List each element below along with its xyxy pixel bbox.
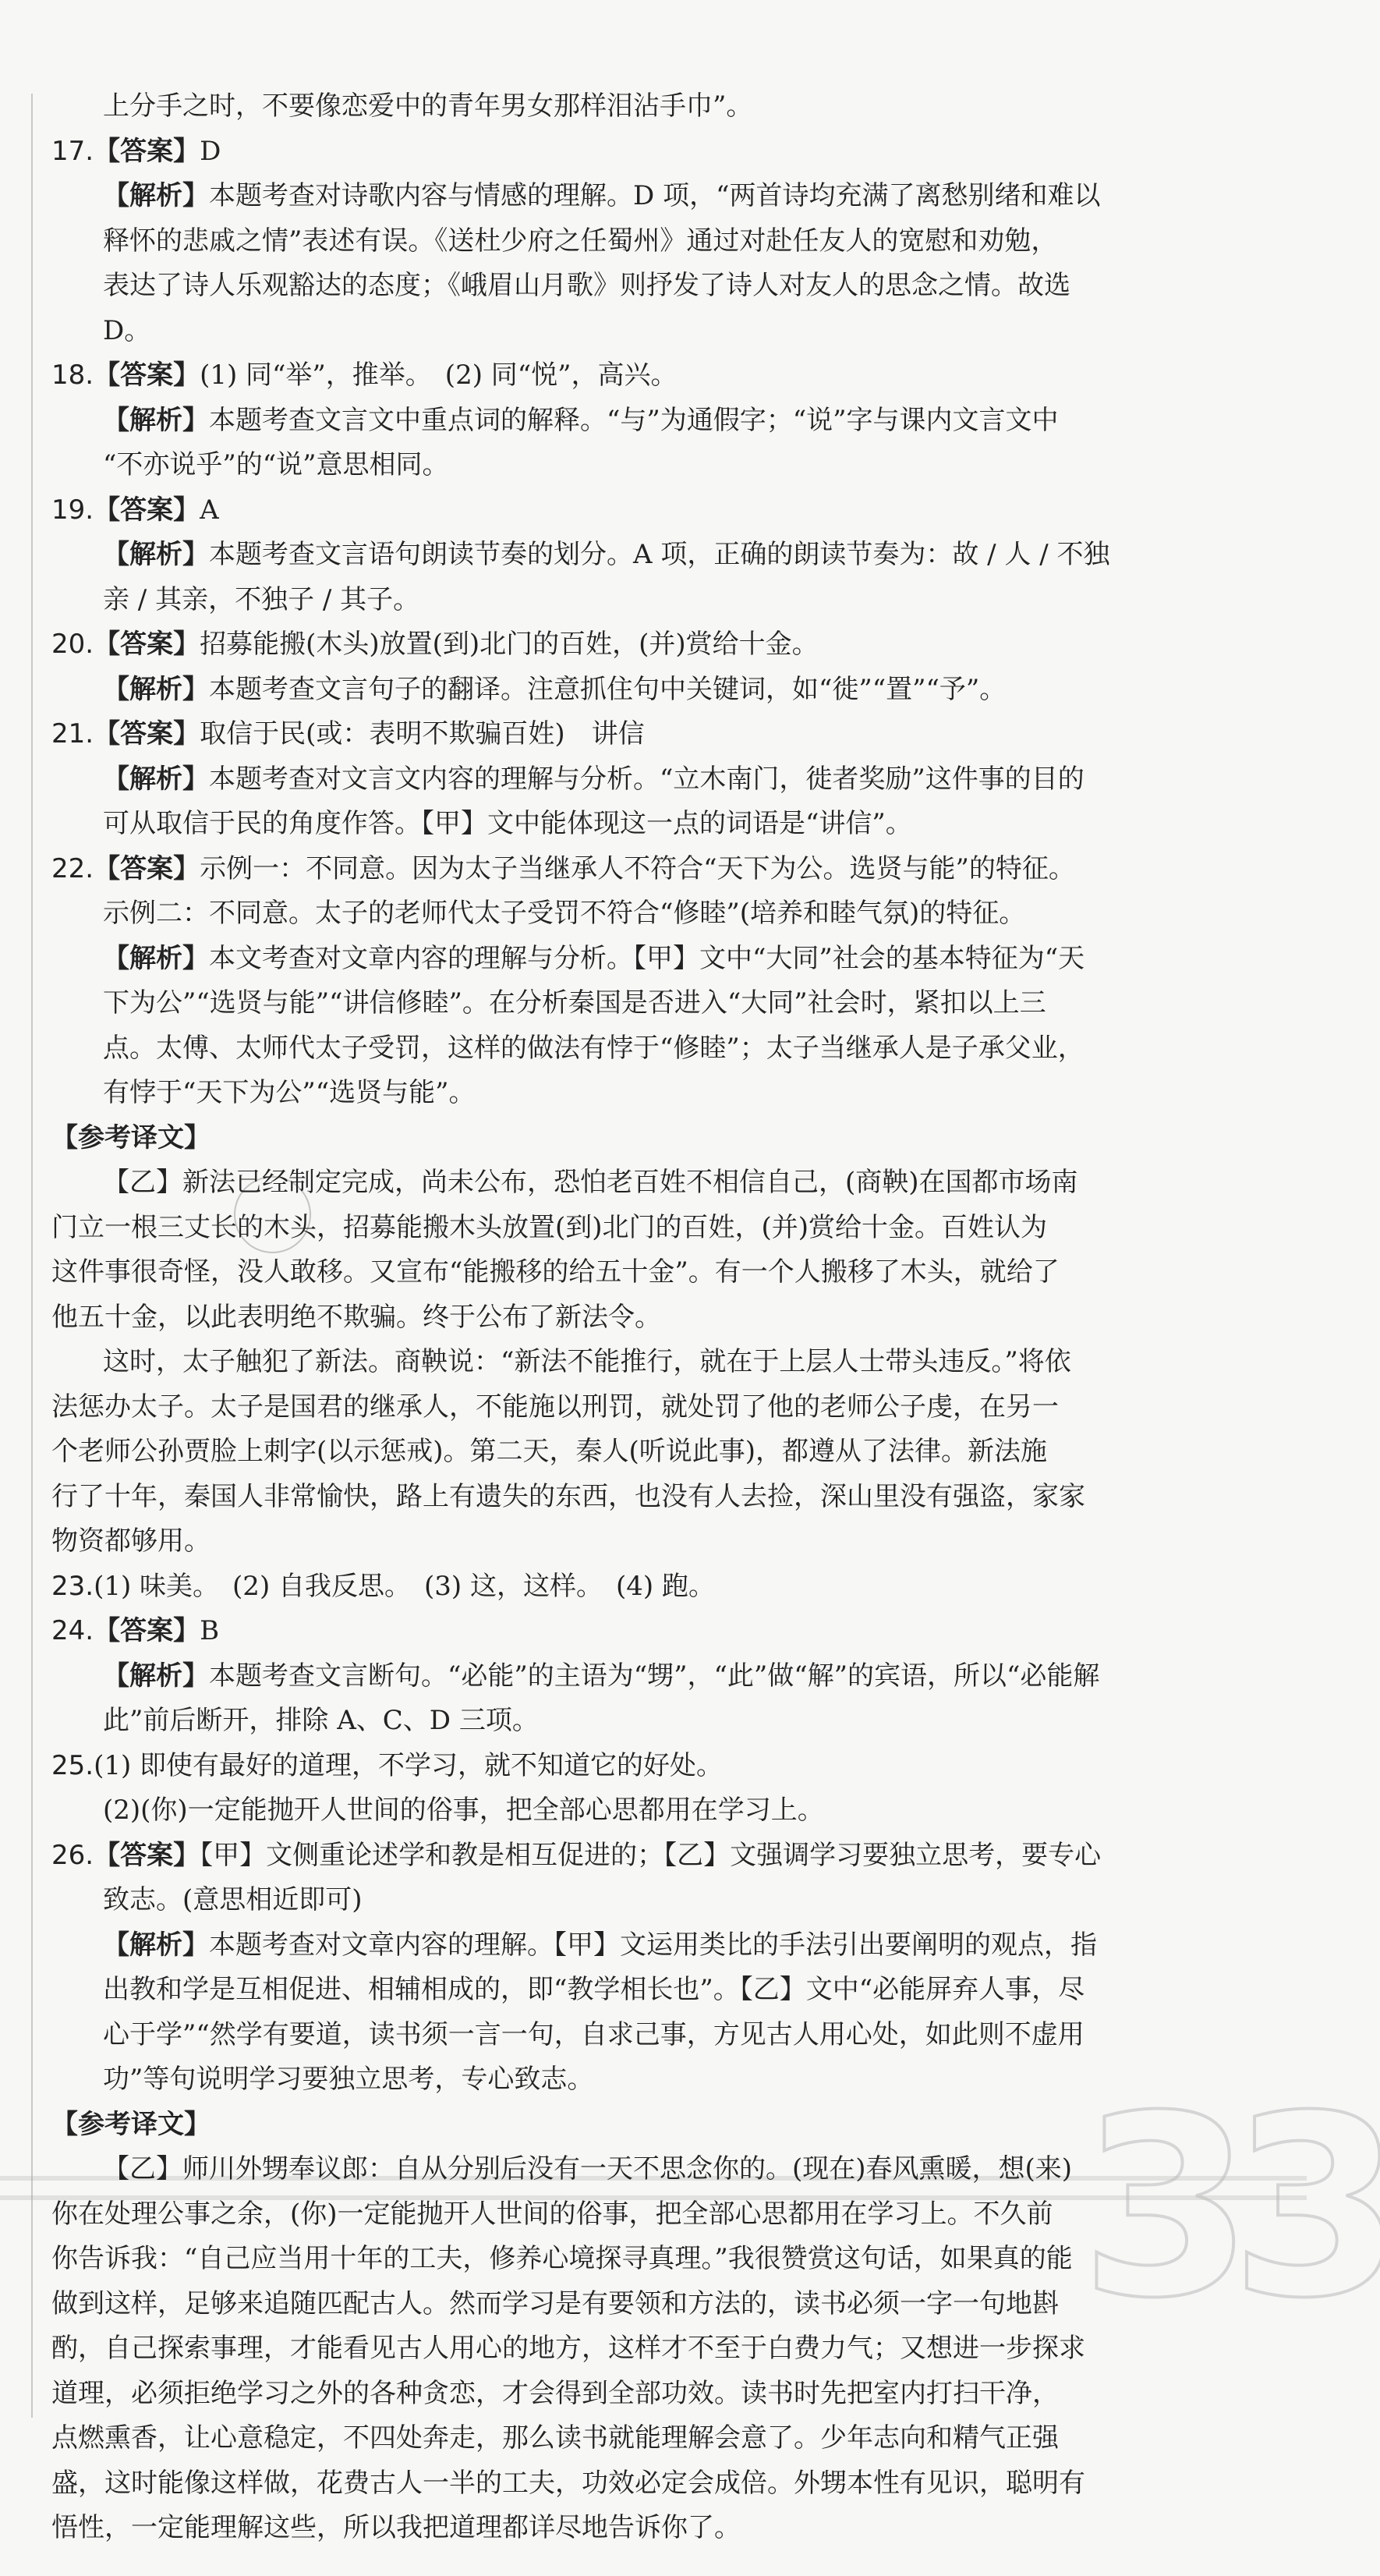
text-line [51,578,1256,623]
text-line [51,1385,1256,1430]
text-line [51,981,1256,1026]
answer-tag: 【答案】 [94,135,200,167]
page-number: 33 [1080,2063,1380,2353]
line-text: B [200,1615,220,1646]
text-line [51,1250,1256,1295]
line-text: 示例一：不同意。因为太子当继承人不符合“天下为公。选贤与能”的特征。 [200,852,1075,884]
text-line [51,2282,1256,2327]
text-line [51,1071,1256,1116]
question-number: 18. [51,360,94,391]
line-text: 个老师公孙贾脸上刺字(以示惩戒)。第二天，秦人(听说此事)，都遵从了法律。新法施 [51,1436,1048,1467]
line-text: 本题考查对文言文内容的理解与分析。“立木南门，徙者奖励”这件事的目的 [209,763,1085,795]
line-text: 亲 / 其亲，不独子 / 其子。 [103,583,420,615]
text-line [51,2326,1256,2372]
line-text: 行了十年，秦国人非常愉快，路上有遗失的东西，也没有人去捡，深山里没有强盗，家家 [51,1480,1085,1512]
answer-tag: 【解析】 [103,539,209,570]
line-text: 【参考译文】 [51,2108,211,2140]
question-number: 17. [51,135,94,167]
text-line [51,1160,1256,1206]
section-heading [51,2103,1256,2148]
line-text: 这时，太子触犯了新法。商鞅说：“新法不能推行，就在于上层人士带头违反。”将依 [103,1346,1071,1377]
line-text: 本题考查文言文中重点词的解释。“与”为通假字；“说”字与课内文言文中 [209,404,1059,436]
text-line [51,1026,1256,1072]
line-text: 法惩办太子。太子是国君的继承人，不能施以刑罚，就处罚了他的老师公子虔，在另一 [51,1391,1059,1423]
question-number: 22. [51,852,94,884]
text-line [51,1206,1256,1251]
text-line [51,174,1256,219]
question-number: 19. [51,494,94,526]
line-text: 功”等句说明学习要独立思考，专心致志。 [103,2064,594,2095]
answer-tag: 【答案】 [94,1839,200,1871]
line-text: 本题考查文言语句朗读节奏的划分。A 项，正确的朗读节奏为：故 / 人 / 不独 [209,539,1110,570]
line-text: 【乙】新法已经制定完成，尚未公布，恐怕老百姓不相信自己，(商鞅)在国都市场南 [103,1167,1078,1198]
text-line [51,1609,1256,1654]
line-text: 点。太傅、太师代太子受罚，这样的做法有悖于“修睦”；太子当继承人是子承父业， [103,1032,1085,1064]
left-margin-rule [31,94,33,2418]
line-text: 【参考译文】 [51,1121,211,1153]
text-line [51,622,1256,668]
text-line [51,1878,1256,1923]
line-text: 本题考查文言断句。“必能”的主语为“甥”，“此”做“解”的宾语，所以“必能解 [209,1660,1100,1692]
line-text: 本题考查文言句子的翻译。注意抓住句中关键词，如“徙”“置”“予”。 [209,673,1007,705]
text-line [51,2013,1256,2058]
question-number: 26. [51,1839,94,1871]
text-line [51,1340,1256,1385]
text-line [51,2147,1256,2192]
text-line [51,1699,1256,1744]
line-text: 释怀的悲戚之情”表述有误。《送杜少府之任蜀州》通过对赴任友人的宽慰和劝勉， [103,225,1058,257]
text-line [51,2372,1256,2417]
text-line [51,1968,1256,2013]
answer-tag: 【解析】 [103,404,209,436]
line-text: 此”前后断开，排除 A、C、D 三项。 [103,1705,539,1736]
line-text: 他五十金，以此表明绝不欺骗。终于公布了新法令。 [51,1301,661,1333]
text-line [51,1788,1256,1834]
text-line [51,533,1256,578]
line-text: (1) 即使有最好的道理，不学习，就不知道它的好处。 [94,1749,724,1781]
answer-tag: 【解析】 [103,180,209,211]
text-line [51,891,1256,937]
answer-tag: 【解析】 [103,673,209,705]
line-text: (1) 味美。 (2) 自我反思。 (3) 这，这样。 (4) 跑。 [94,1570,715,1602]
line-text: 有悖于“天下为公”“选贤与能”。 [103,1077,476,1108]
text-line [51,1923,1256,1968]
line-text: “不亦说乎”的“说”意思相同。 [103,449,449,480]
line-text: A [200,494,219,526]
line-text: 示例二：不同意。太子的老师代太子受罚不符合“修睦”(培养和睦气氛)的特征。 [103,898,1026,929]
line-text: 做到这样，足够来追随匹配古人。然而学习是有要领和方法的，读书必须一字一句地斟 [51,2287,1059,2319]
line-text: 表达了诗人乐观豁达的态度；《峨眉山月歌》则抒发了诗人对友人的思念之情。故选 [103,270,1070,301]
answer-tag: 【答案】 [94,360,200,391]
line-text: 物资都够用。 [51,1525,211,1557]
text-line [51,757,1256,803]
line-text: 酌，自己探索事理，才能看见古人用心的地方，这样才不至于白费力气；又想进一步探求 [51,2333,1085,2364]
line-text: 盛，这时能像这样做，花费古人一半的工夫，功效必定会成倍。外甥本性有见识，聪明有 [51,2467,1085,2499]
text-line [51,668,1256,713]
question-number: 24. [51,1615,94,1646]
line-text: (1) 同“举”，推举。 (2) 同“悦”，高兴。 [200,360,678,391]
line-text: 取信于民(或：表明不欺骗百姓) 讲信 [200,718,645,749]
line-text: 本文考查对文章内容的理解与分析。【甲】文中“大同”社会的基本特征为“天 [209,942,1085,974]
line-text: 可从取信于民的角度作答。【甲】文中能体现这一点的词语是“讲信”。 [103,808,912,839]
text-line [51,1519,1256,1564]
text-line [51,1834,1256,1879]
text-line [51,1564,1256,1610]
text-line [51,84,1256,129]
text-line [51,1430,1256,1475]
text-line [51,712,1256,757]
line-text: 本题考查对诗歌内容与情感的理解。D 项，“两首诗均充满了离愁别绪和难以 [209,180,1101,211]
text-line [51,1295,1256,1341]
answer-tag: 【答案】 [94,1615,200,1646]
answer-tag: 【解析】 [103,942,209,974]
line-text: 出教和学是互相促进、相辅相成的，即“教学相长也”。【乙】文中“必能屏弃人事，尽 [103,1974,1085,2005]
text-line [51,1654,1256,1699]
line-text: 道理，必须拒绝学习之外的各种贪恋，才会得到全部功效。读书时先把室内打扫干净， [51,2377,1059,2409]
line-text: 下为公”“选贤与能”“讲信修睦”。在分析秦国是否进入“大同”社会时，紧扣以上三 [103,987,1046,1019]
text-line [51,2057,1256,2103]
line-text: D。 [103,314,151,346]
question-number: 25. [51,1749,94,1781]
text-line [51,264,1256,309]
answer-text-body [51,84,1256,2551]
answer-tag: 【解析】 [103,763,209,795]
text-line [51,1744,1256,1789]
answer-tag: 【答案】 [94,852,200,884]
answer-tag: 【答案】 [94,718,200,749]
question-number: 20. [51,629,94,660]
answer-tag: 【解析】 [103,1929,209,1961]
text-line [51,2237,1256,2282]
line-text: 你告诉我：“自己应当用十年的工夫，修养心境探寻真理。”我很赞赏这句话，如果真的能 [51,2243,1073,2274]
line-text: 悟性，一定能理解这些，所以我把道理都详尽地告诉你了。 [51,2512,741,2543]
text-line [51,443,1256,488]
line-text: 这件事很奇怪，没人敢移。又宣布“能搬移的给五十金”。有一个人搬移了木头，就给了 [51,1256,1060,1288]
text-line [51,399,1256,444]
answer-tag: 【答案】 [94,629,200,660]
text-line [51,129,1256,175]
question-number: 23. [51,1570,94,1602]
text-line [51,1475,1256,1520]
line-text: 心于学”“然学有要道，读书须一言一句，自求己事，方见古人用心处，如此则不虚用 [103,2018,1085,2050]
line-text: 点燃熏香，让心意稳定，不四处奔走，那么读书就能理解会意了。少年志向和精气正强 [51,2422,1059,2454]
text-line [51,309,1256,354]
text-line [51,2506,1256,2551]
line-text: (2)(你)一定能抛开人世间的俗事，把全部心思都用在学习上。 [103,1795,824,1826]
text-line [51,802,1256,847]
text-line [51,2192,1256,2238]
text-line [51,847,1256,892]
text-line [51,2461,1256,2507]
line-text: D [200,135,221,167]
line-text: 【甲】文侧重论述学和教是相互促进的；【乙】文强调学习要独立思考，要专心 [200,1839,1102,1871]
text-line [51,2416,1256,2461]
answer-tag: 【答案】 [94,494,200,526]
line-text: 致志。(意思相近即可) [103,1884,363,1915]
line-text: 本题考查对文章内容的理解。【甲】文运用类比的手法引出要阐明的观点，指 [209,1929,1097,1961]
line-text: 上分手之时，不要像恋爱中的青年男女那样泪沾手巾”。 [103,90,753,122]
section-heading [51,1116,1256,1161]
line-text: 门立一根三丈长的木头，招募能搬木头放置(到)北门的百姓，(并)赏给十金。百姓认为 [51,1211,1048,1243]
question-number: 21. [51,718,94,749]
line-text: 【乙】师川外甥奉议郎：自从分别后没有一天不思念你的。(现在)春风熏暖，想(来) [103,2153,1073,2184]
text-line [51,488,1256,533]
line-text: 招募能搬(木头)放置(到)北门的百姓，(并)赏给十金。 [200,629,819,660]
text-line [51,937,1256,982]
text-line [51,219,1256,264]
line-text: 你在处理公事之余，(你)一定能抛开人世间的俗事，把全部心思都用在学习上。不久前 [51,2198,1053,2230]
text-line [51,353,1256,399]
answer-tag: 【解析】 [103,1660,209,1692]
